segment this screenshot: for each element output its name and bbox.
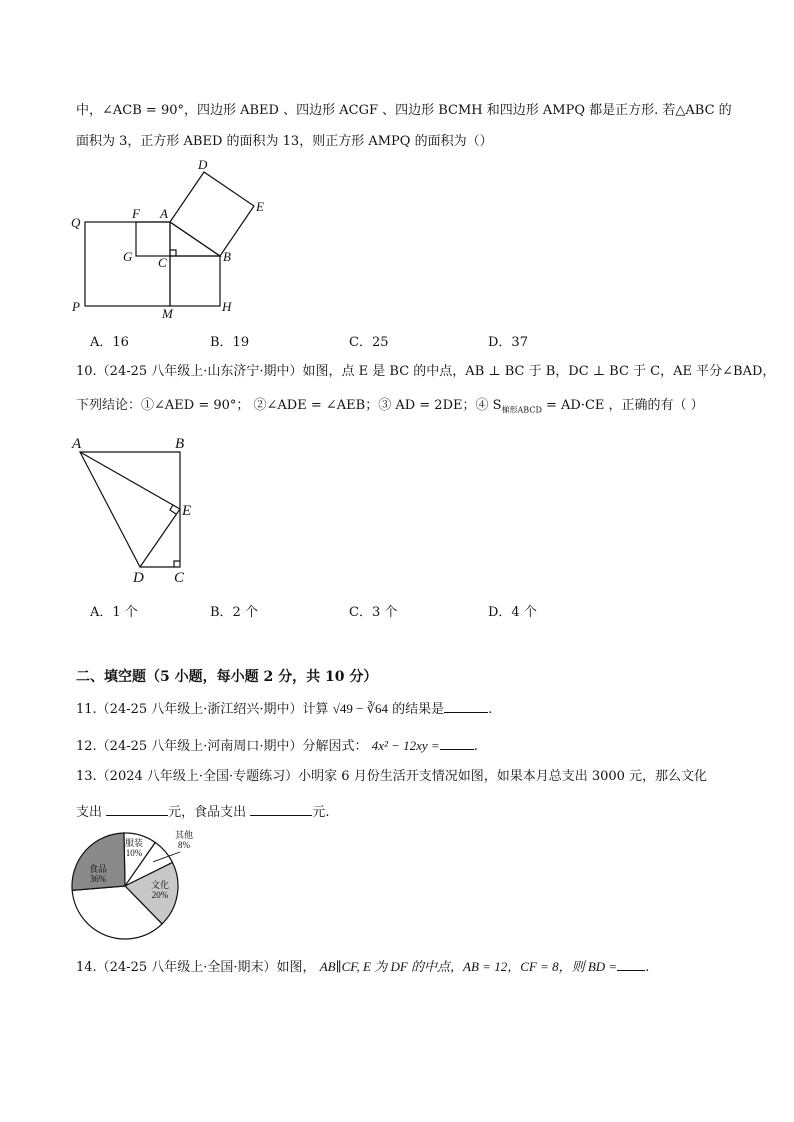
q13-pie-chart: [68, 828, 198, 948]
q9-figure: [68, 155, 308, 320]
q13-text-line2-c: 元.: [312, 805, 330, 820]
q14-text: [76, 958, 649, 976]
pie-label-2: 文化: [150, 880, 170, 890]
q9-label-M: M: [162, 306, 173, 320]
q10-label-B: B: [175, 436, 185, 452]
q9-label-A: A: [160, 206, 168, 221]
q14-expression: AB∥CF, E 为 DF 的中点，AB = 12，CF = 8，则 BD =: [319, 959, 618, 974]
q13-culture-blank[interactable]: [106, 803, 168, 816]
q13-text-line2-a: 支出: [76, 805, 103, 820]
section-2-title: 二、填空题（5 小题，每小题 2 分，共 10 分）: [76, 669, 378, 685]
q9-label-G: G: [123, 249, 133, 264]
q9-label-B: B: [223, 249, 231, 264]
pie-label-1: 其他: [174, 830, 194, 840]
q12-text: [76, 737, 478, 755]
pie-label-0: 服装: [124, 838, 144, 848]
q9-option-b[interactable]: B．19: [210, 335, 250, 350]
q10-label-D: D: [133, 570, 144, 586]
q11-text: [76, 700, 492, 718]
q14-answer-blank[interactable]: [617, 958, 645, 971]
q10-text-line1: 10.（24-25 八年级上·山东济宁·期中）如图，点 E 是 BC 的中点，AB ⊥ BC 于 B，DC ⊥ BC 于 C，AE 平分∠BAD，: [76, 364, 776, 379]
q14-text-a: 14.（24-25 八年级上·全国·期末）如图，: [76, 960, 316, 975]
q11-text-end: .: [488, 702, 493, 717]
q10-option-a[interactable]: A．1 个: [90, 605, 138, 620]
pie-pct-0: 10%: [125, 848, 143, 858]
q13-food-blank[interactable]: [250, 803, 312, 816]
q10-option-d[interactable]: D．4 个: [488, 605, 537, 620]
q10-text-line2-sub: 梯形ABCD: [501, 405, 542, 415]
q10-label-E: E: [182, 503, 192, 519]
q9-label-H: H: [222, 299, 232, 314]
q10-label-A: A: [72, 436, 82, 452]
pie-pct-2: 20%: [151, 890, 169, 900]
q10-label-C: C: [174, 570, 185, 586]
q9-option-a[interactable]: A．16: [90, 335, 129, 350]
q11-text-b: 的结果是: [392, 702, 445, 717]
q12-expression: 4x² − 12xy =: [371, 738, 440, 753]
q10-figure: [70, 432, 210, 587]
q9-label-F: F: [132, 206, 140, 221]
q9-text-line1: 中，∠ACB = 90°，四边形 ABED 、四边形 ACGF 、四边形 BCMH 和四边形 AMPQ 都是正方形. 若△ABC 的: [76, 103, 732, 118]
pie-pct-3: 36%: [89, 874, 107, 884]
q9-label-P: P: [72, 299, 80, 314]
q10-text-line2-a: 下列结论：①∠AED = 90°； ②∠ADE = ∠AEB；③ AD = 2DE；④ S: [76, 398, 502, 413]
q9-label-C: C: [158, 255, 167, 270]
q14-text-end: .: [645, 960, 650, 975]
q10-text-line2: [76, 398, 704, 419]
q12-text-a: 12.（24-25 八年级上·河南周口·期中）分解因式：: [76, 739, 368, 754]
q13-text-line2-b: 元，食品支出: [168, 805, 247, 820]
q9-option-c[interactable]: C．25: [349, 335, 389, 350]
q13-text-line2: [76, 803, 329, 821]
q9-label-Q: Q: [71, 215, 81, 230]
q12-answer-blank[interactable]: [440, 737, 474, 750]
q10-option-c[interactable]: C．3 个: [349, 605, 398, 620]
q10-option-b[interactable]: B．2 个: [210, 605, 258, 620]
q12-text-end: .: [473, 739, 478, 754]
q11-expression: √49 − ∛64: [332, 701, 388, 716]
q9-text-line2: 面积为 3，正方形 ABED 的面积为 13，则正方形 AMPQ 的面积为（）: [76, 134, 493, 149]
q9-label-E: E: [256, 199, 264, 214]
q10-text-line2-b: = AD·CE ，正确的有（ ）: [541, 398, 704, 413]
q9-option-d[interactable]: D．37: [488, 335, 528, 350]
q13-text-line1: 13.（2024 八年级上·全国·专题练习）小明家 6 月份生活开支情况如图，如果本月总支出 3000 元，那么文化: [76, 769, 708, 784]
pie-label-3: 食品: [88, 864, 108, 874]
q11-text-a: 11.（24-25 八年级上·浙江绍兴·期中）计算: [76, 702, 329, 717]
pie-pct-1: 8%: [178, 840, 190, 850]
q11-answer-blank[interactable]: [444, 700, 488, 713]
q9-label-D: D: [198, 157, 208, 172]
